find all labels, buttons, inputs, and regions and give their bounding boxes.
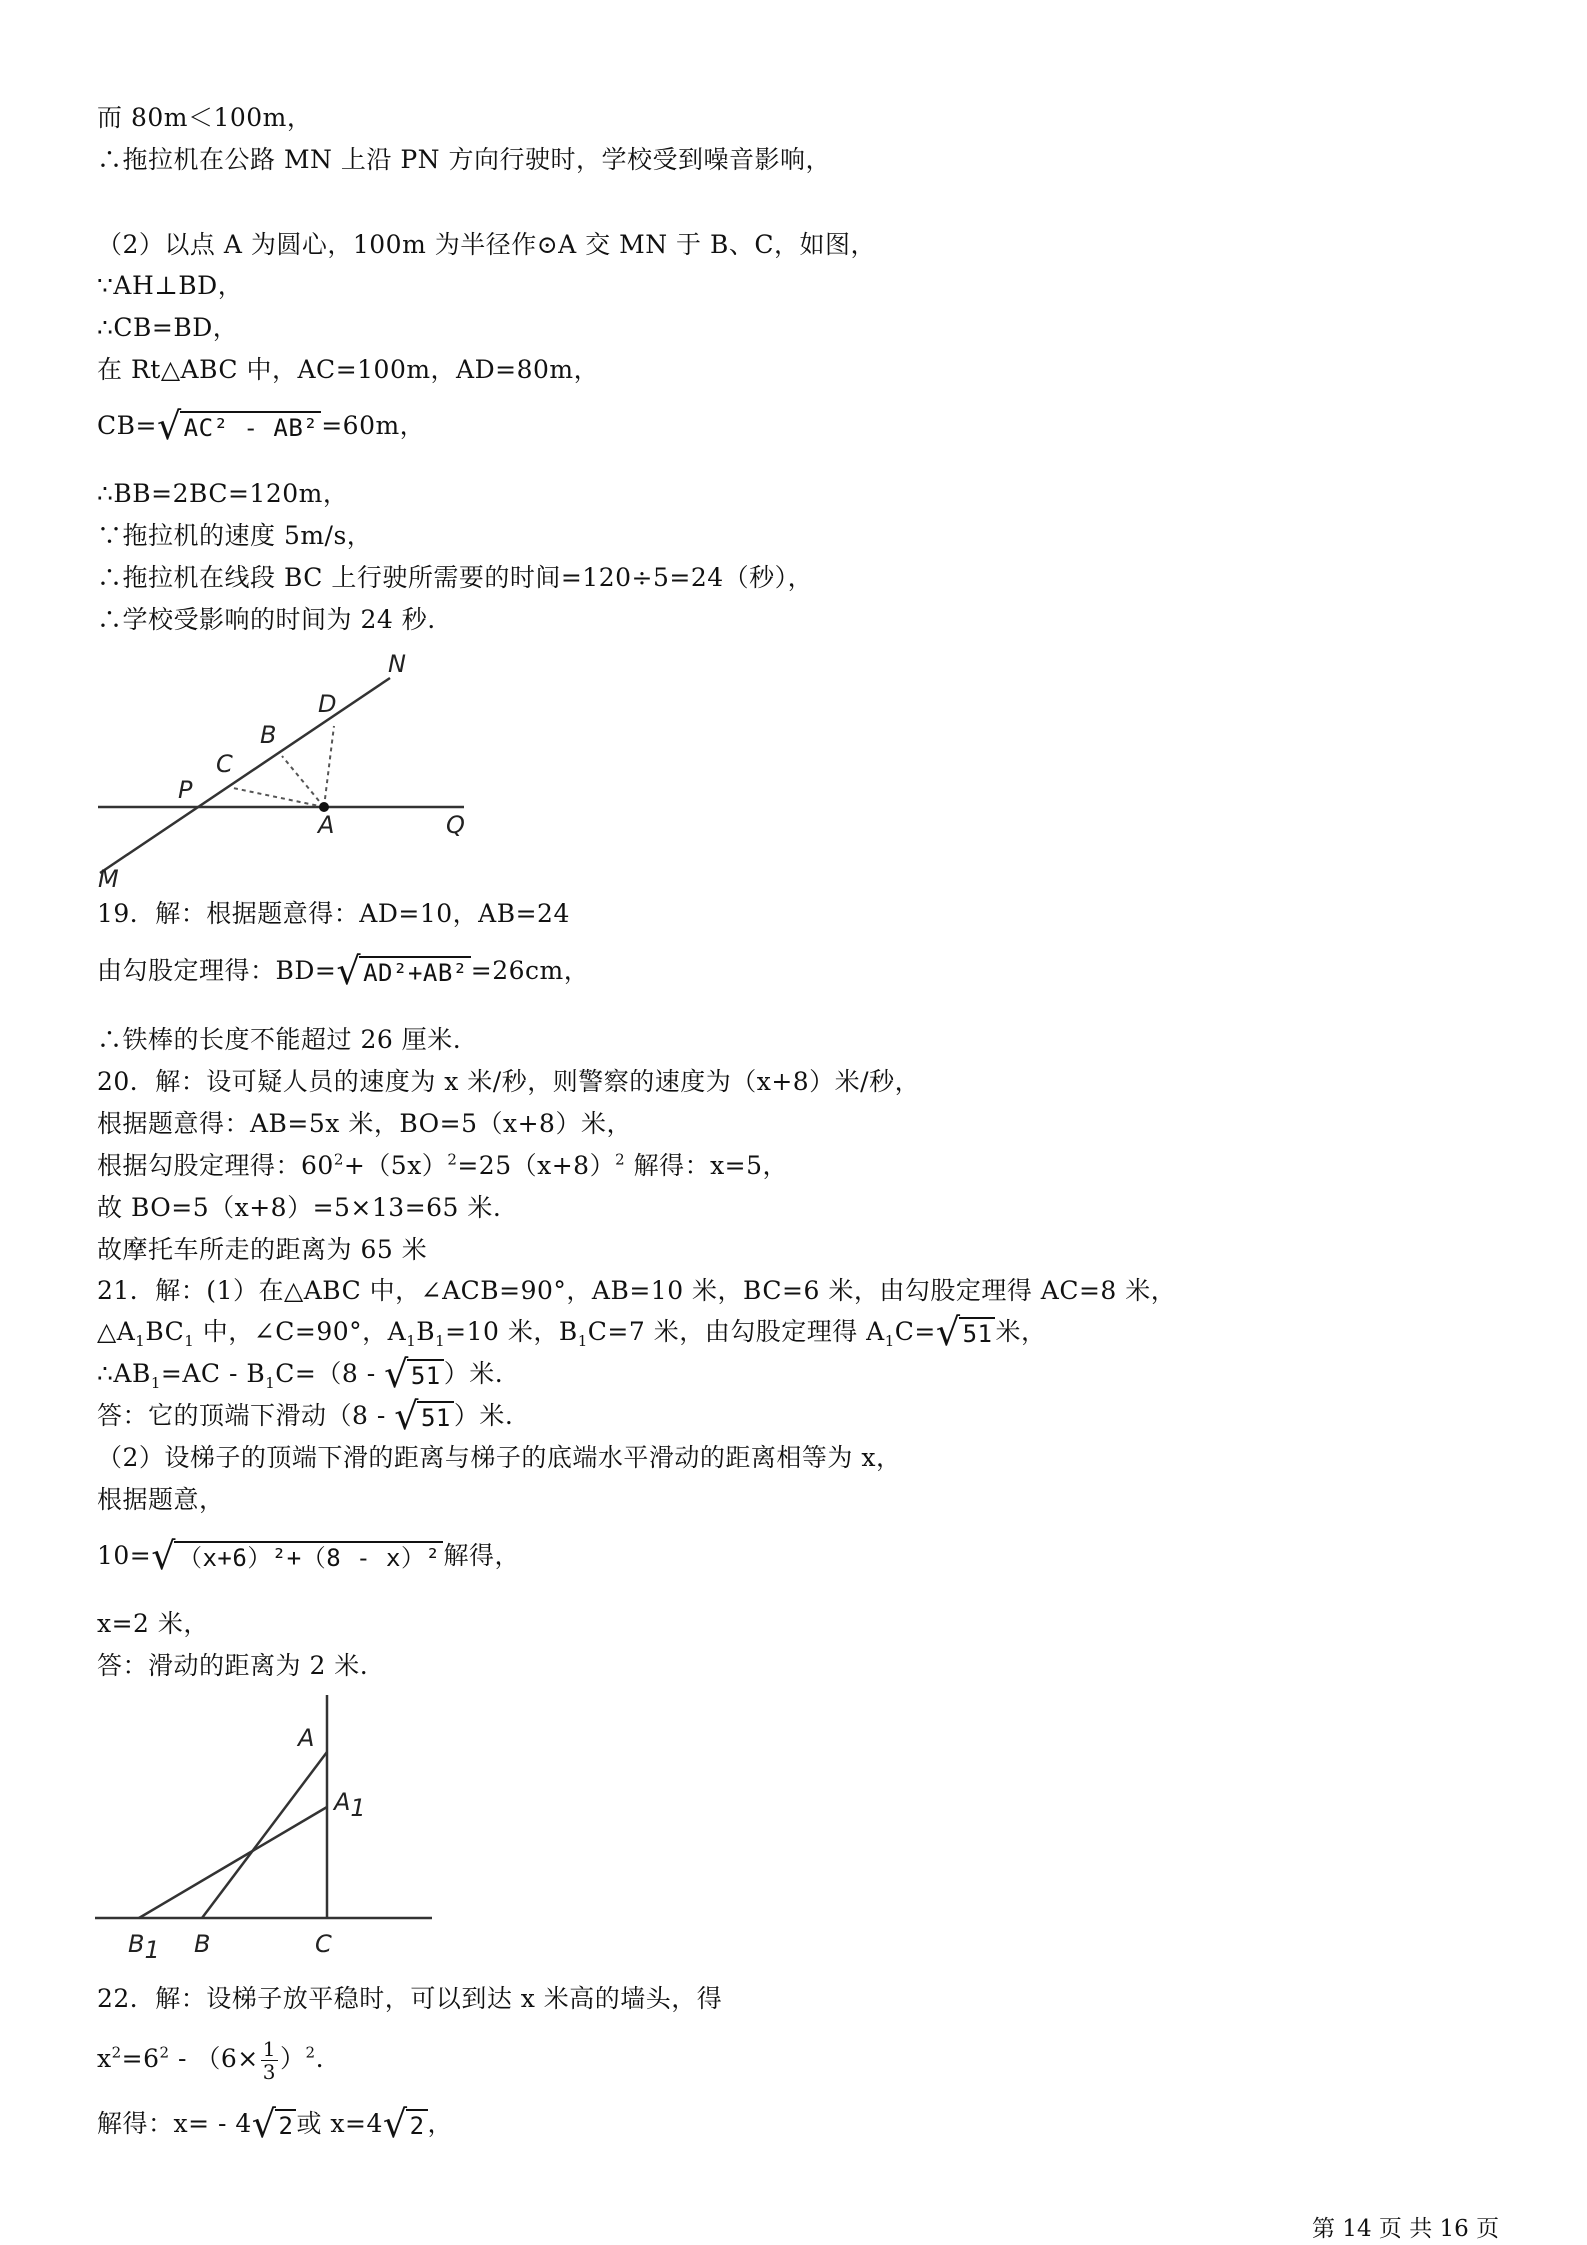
- ladder-a1b1: [139, 1807, 327, 1918]
- text-line: 20．解：设可疑人员的速度为 x 米/秒，则警察的速度为（x+8）米/秒，: [97, 1067, 921, 1096]
- text-line: 根据题意得：AB=5x 米，BO=5（x+8）米，: [97, 1109, 632, 1138]
- label-m: M: [98, 865, 119, 893]
- text-line: ∴BB=2BC=120m，: [97, 479, 349, 508]
- figure-ladder: [90, 1690, 450, 1960]
- label-p: P: [178, 776, 193, 804]
- text-line: ∵AH⊥BD，: [97, 271, 244, 300]
- ladder-ab: [202, 1752, 327, 1918]
- formula-bd: 由勾股定理得：BD=√AD²+AB² =26cm，: [97, 949, 590, 993]
- text-line: 故摩托车所走的距离为 65 米: [97, 1235, 428, 1264]
- label-c: C: [216, 750, 233, 778]
- segment-ab: [282, 756, 324, 807]
- text-line: 根据题意，: [97, 1485, 225, 1514]
- label-b: B: [260, 721, 277, 749]
- formula-10: 10=√（x+6）²+（8 - x）² 解得，: [97, 1534, 520, 1578]
- equation-22: $x^2=6^2 - (6\times$ $\frac{1}{3}$ ）$^2$.: [97, 2037, 325, 2084]
- text-line: （2）以点 A 为圆心，100m 为半径作⊙A 交 MN 于 B、C，如图，: [97, 230, 876, 259]
- label-n: N: [388, 650, 406, 678]
- solution-22: 解得：x= - 4√2 或 x=4√2 ，: [97, 2102, 454, 2146]
- segment-ac: [233, 788, 324, 807]
- label-b: B: [194, 1930, 211, 1958]
- label-a: A: [318, 811, 335, 839]
- text-line: ∴拖拉机在线段 BC 上行驶所需要的时间=120÷5=24（秒），: [97, 563, 814, 592]
- text-line: 而 80m＜100m，: [97, 103, 313, 132]
- text-line: ∴CB=BD，: [97, 313, 239, 342]
- line-21b: $\triangle A_1BC_1$ 中，∠C=90°，$A_1B_1=10$ 米，$B_1C=7$ 米，由勾股定理得 $A_1C=√51$ 米，: [97, 1310, 1047, 1354]
- page-number-footer: 第 14 页 共 16 页: [1312, 2216, 1500, 2242]
- text-line: （2）设梯子的顶端下滑的距离与梯子的底端水平滑动的距离相等为 x，: [97, 1443, 902, 1472]
- label-c: C: [315, 1930, 332, 1958]
- label-d: D: [318, 690, 337, 718]
- text-line: ∴铁棒的长度不能超过 26 厘米.: [97, 1025, 462, 1054]
- text-line: ∴拖拉机在公路 MN 上沿 PN 方向行驶时，学校受到噪音影响，: [97, 145, 831, 174]
- text-line: 在 Rt△ABC 中，AC=100m，AD=80m，: [97, 355, 600, 384]
- formula-cb: CB=√AC² - AB² =60m，: [97, 404, 426, 448]
- text-line: ∵拖拉机的速度 5m/s，: [97, 521, 373, 550]
- text-line: 22．解：设梯子放平稳时，可以到达 x 米高的墙头，得: [97, 1984, 723, 2013]
- text-line: 答：滑动的距离为 2 米.: [97, 1651, 369, 1680]
- text-line: 21．解：(1）在△ABC 中，∠ACB=90°，AB=10 米，BC=6 米，由勾股定理得 AC=8 米，: [97, 1276, 1177, 1305]
- label-b1: B1: [128, 1930, 160, 1960]
- text-line: ∴学校受影响的时间为 24 秒.: [97, 605, 436, 634]
- line-21d: 答：它的顶端下滑动（8 - √51 ）米.: [97, 1394, 514, 1438]
- label-a: A: [298, 1724, 315, 1752]
- text-line: x=2 米，: [97, 1609, 209, 1638]
- text-line: 故 BO=5（x+8）=5×13=65 米.: [97, 1193, 502, 1222]
- equation-20: 根据勾股定理得：$60^2+(5x)^2=25(x+8)^2$ 解得：x=5，: [97, 1150, 789, 1180]
- line-21c: $\therefore AB_1=AC - B_1C=(8 - √51$ ）米.: [97, 1352, 504, 1396]
- figure-road-school: [90, 640, 490, 895]
- label-q: Q: [446, 811, 465, 839]
- line-mn: [100, 678, 390, 873]
- segment-ad: [324, 726, 334, 807]
- label-a1: A1: [334, 1788, 366, 1822]
- text-line: 19．解：根据题意得：AD=10，AB=24: [97, 899, 570, 928]
